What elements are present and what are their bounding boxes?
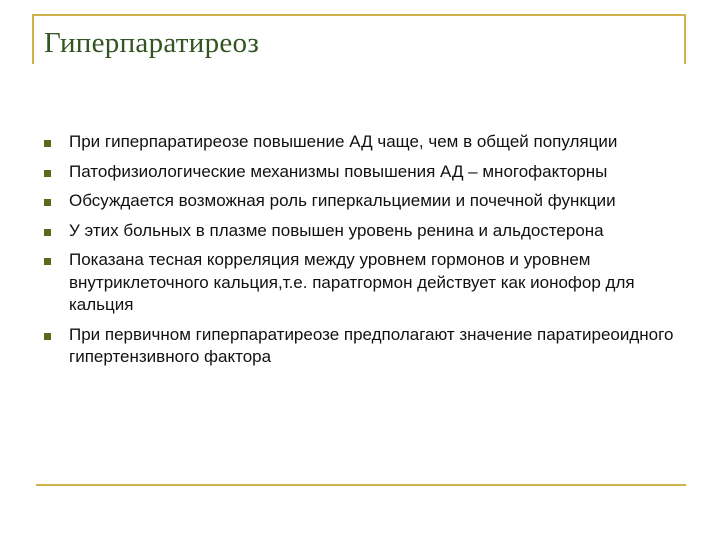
square-bullet-icon: [44, 229, 51, 236]
bullet-item: [44, 190, 674, 213]
bullet-text: Показана тесная корреляция между уровнем гормонов и уровнем внутриклеточного кальция,т.е. паратгормон действует как ионофор для кальция: [69, 250, 635, 314]
bullet-text: При гиперпаратиреозе повышение АД чаще, чем в общей популяции: [69, 132, 618, 151]
square-bullet-icon: [44, 333, 51, 340]
bullet-text: При первичном гиперпаратиреозе предполагают значение паратиреоидного гипертензивного фактора: [69, 324, 674, 366]
square-bullet-icon: [44, 258, 51, 265]
frame-bottom-line: [36, 484, 686, 486]
bullet-text: Патофизиологические механизмы повышения АД – многофакторны: [69, 161, 608, 181]
square-bullet-icon: [44, 170, 51, 177]
bullet-item: [44, 249, 674, 317]
square-bullet-icon: [44, 140, 51, 147]
frame-top-line: [32, 14, 686, 16]
bullet-item: [44, 131, 674, 154]
bullet-text: Обсуждается возможная роль гиперкальциемии и почечной функции: [69, 191, 616, 210]
bullet-item: [44, 161, 674, 184]
bullet-text: У этих больных в плазме повышен уровень ренина и альдостерона: [69, 220, 604, 240]
frame-right-line: [684, 14, 686, 64]
slide-title: Гиперпаратиреоз: [44, 27, 260, 59]
square-bullet-icon: [44, 199, 51, 206]
bullet-list: [44, 131, 674, 376]
bullet-item: [44, 324, 674, 369]
frame-left-line: [32, 14, 34, 64]
bullet-item: [44, 220, 674, 243]
